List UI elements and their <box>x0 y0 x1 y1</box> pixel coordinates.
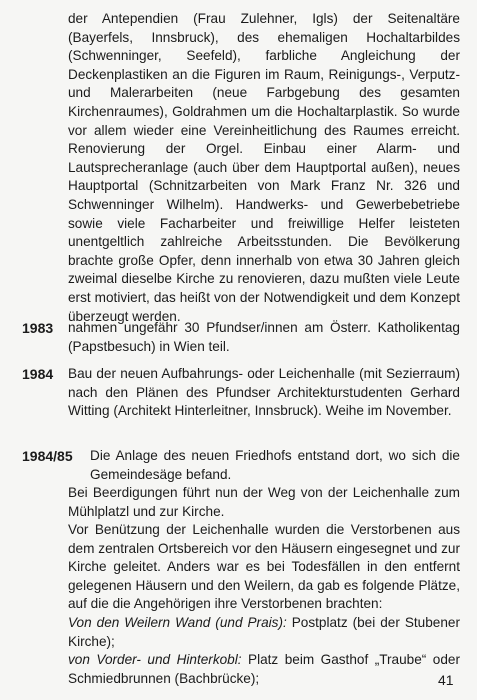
entry-year-1984-85: 1984/85 <box>22 448 73 464</box>
intro-paragraph: der Antependien (Frau Zulehner, Igls) der Seitenaltäre (Bayerfels, Innsbruck), des ehemaligen Hochaltarbildes (Schwenninger, Seefeld), farbliche Angleichung der Deckenplastiken an die Figuren im Raum, Reinigungs-, Verputz- und Malerarbeiten (neue Farbgebung des gesamten Kirchenraumes), Goldrahmen um die Hochaltarplastik. So wurde vor allem wieder eine Vereinheitlichung des Raumes erreicht. Renovierung der Orgel. Einbau einer Alarm- und Lautsprecheranlage (auch über dem Hauptportal außen), neues Hauptportal (Schnitzarbeiten von Mark Franz Nr. 326 und Schwenninger Wilhelm). Handwerks- und Gewerbebetriebe sowie viele Facharbeiter und freiwillige Helfer leisteten unentgeltlich zahlreiche Arbeitsstunden. Die Bevölkerung brachte große Opfer, denn innerhalb von etwa 30 Jahren gleich zweimal dieselbe Kirche zu renovieren, dazu mußten viele Leute erst motiviert, das heißt von der Notwendigkeit und dem Konzept überzeugt werden. <box>68 11 460 324</box>
place-2-detail: Platz beim Gasthof „Traube“ oder Schmiedbrunnen (Bachbrücke); <box>68 652 460 686</box>
entry-text-1984-85-first <box>90 447 460 484</box>
entry-year-1983: 1983 <box>22 320 54 336</box>
entry-text-1984: Bau der neuen Aufbahrungs- oder Leichenhalle (mit Sezierraum) nach den Plänen des Pfundser Architekturstudenten Gerhard Witting (Architekt Hinterleitner, Innsbruck). Weihe im November. <box>68 366 460 419</box>
entry-text-1984-85-second: Bei Beerdigungen führt nun der Weg von der Leichenhalle zum Mühlplatzl und zur Kirche. <box>68 485 460 519</box>
entry-text-1984-85-third: Vor Benützung der Leichenhalle wurden die Verstorbenen aus dem zentralen Ortsbereich vor den Häusern eingesegnet und zur Kirche geleitet. Anders war es bei Todesfällen in den entfernt gelegenen Häusern und den Weilern, da gab es folgende Plätze, auf die die Angehörigen ihre Verstorbenen brachten: <box>68 522 460 612</box>
place-list-item-2 <box>68 651 460 688</box>
first-sentence: Die Anlage des neuen Friedhofs entstand dort, wo sich die Gemeindesäge befand. <box>90 448 460 482</box>
place-1-name: Von den Weilern Wand (und Prais): <box>68 615 287 630</box>
entry-text-1983: nahmen ungefähr 30 Pfundser/innen am Österr. Katholikentag (Papstbesuch) in Wien teil. <box>68 320 460 354</box>
place-1-detail: Postplatz (bei der Stubener Kirche); <box>68 615 460 649</box>
place-list-item-1 <box>68 614 460 651</box>
entry-year-1984: 1984 <box>22 366 54 382</box>
page-number: 41 <box>438 672 454 688</box>
place-2-name: von Vorder- und Hinterkobl: <box>68 652 242 667</box>
